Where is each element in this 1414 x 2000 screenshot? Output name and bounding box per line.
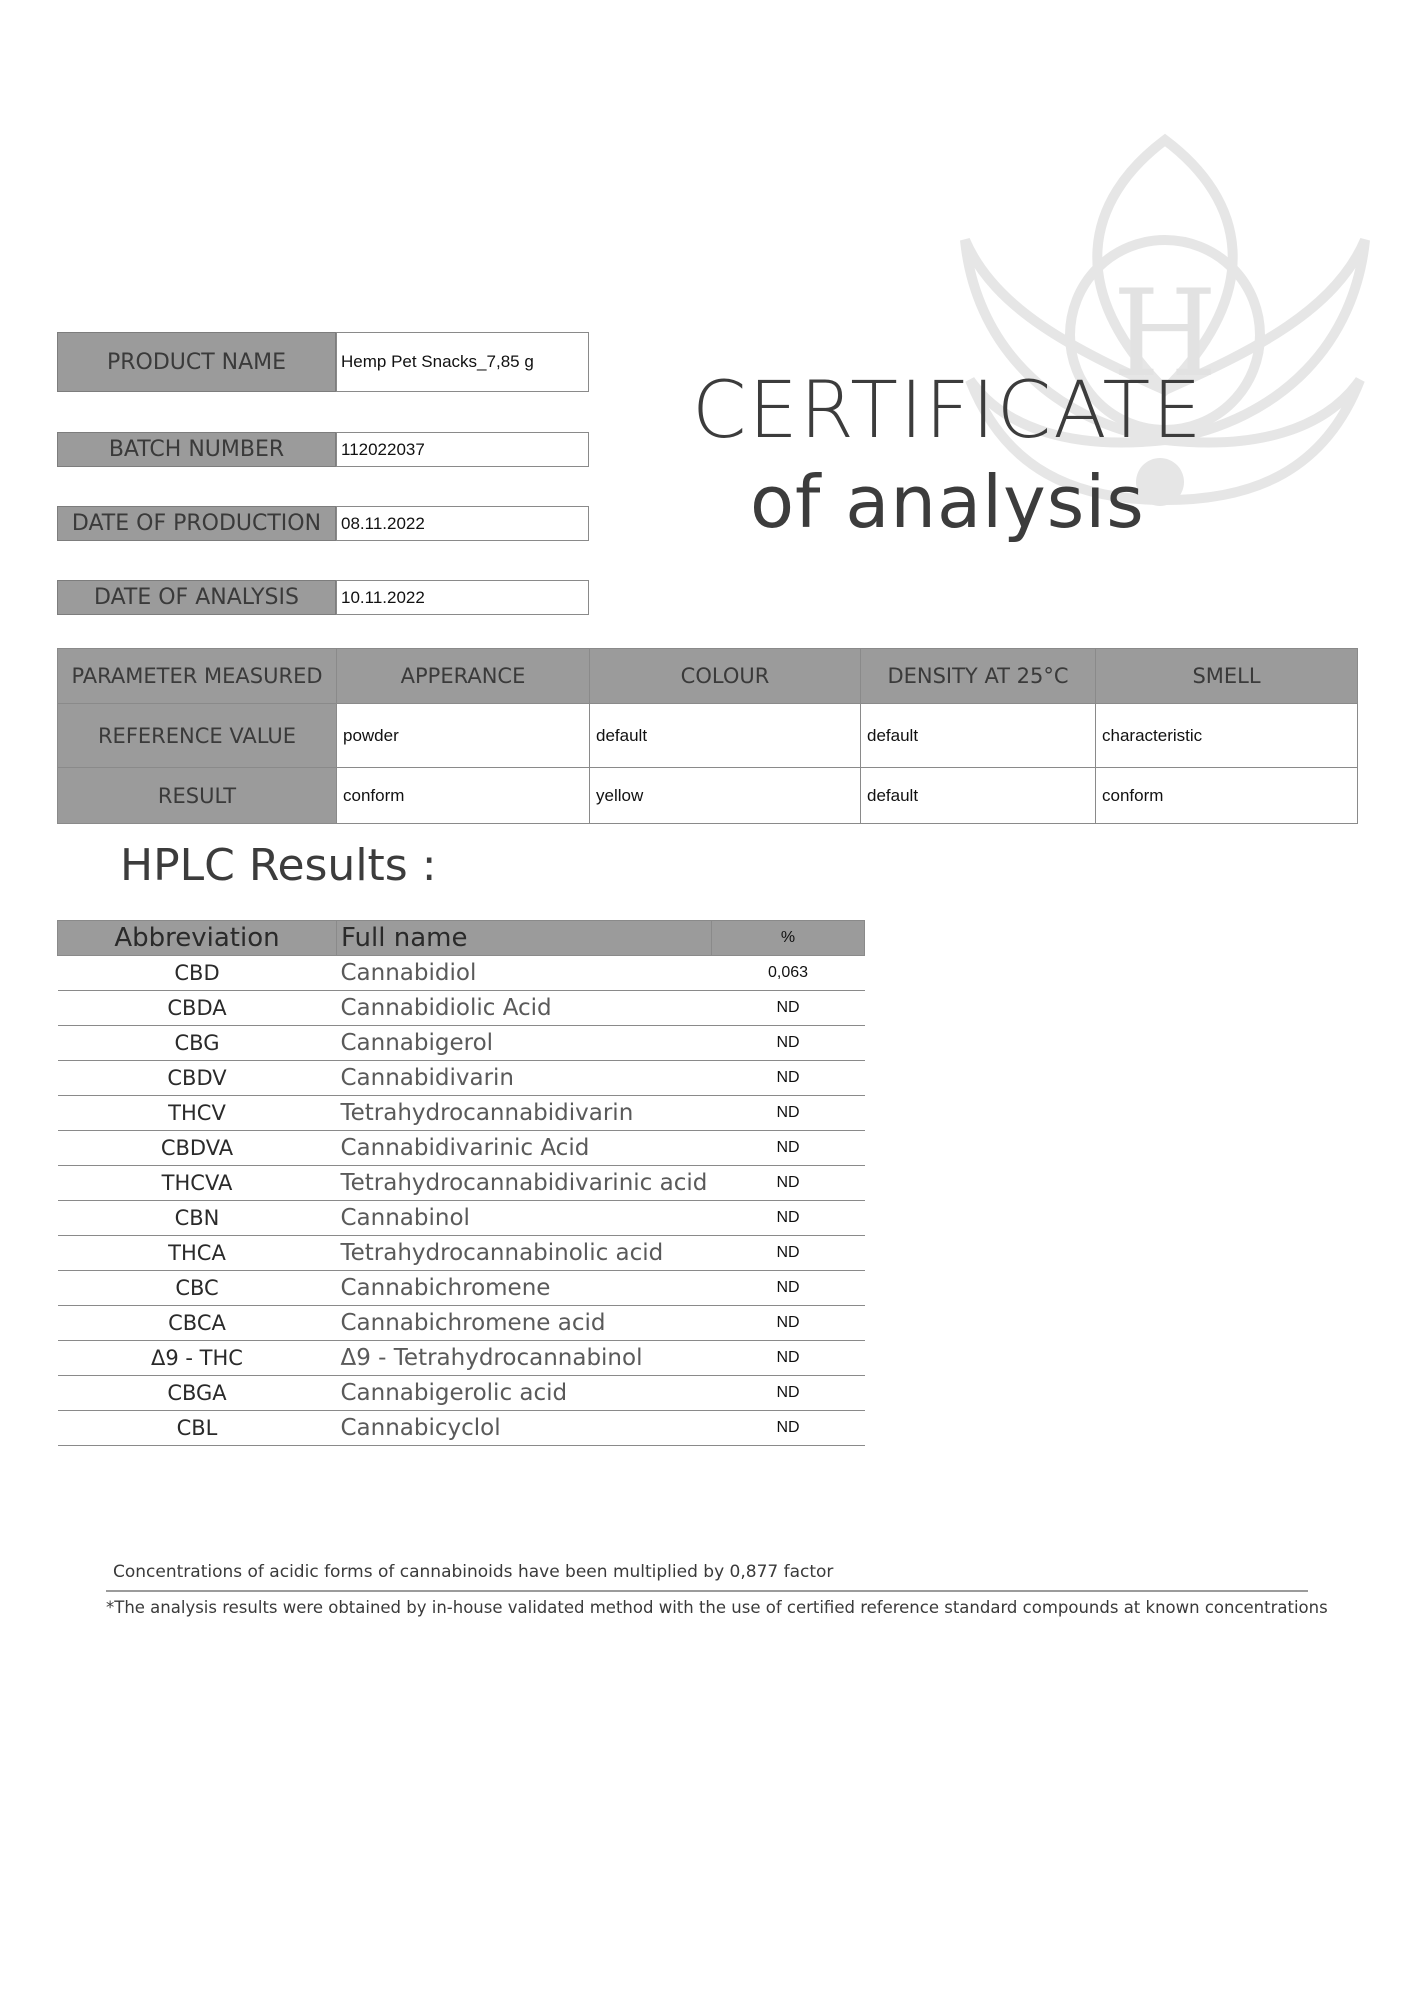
product-name-value: Hemp Pet Snacks_7,85 g	[336, 332, 589, 392]
reference-value-smell: characteristic	[1096, 704, 1358, 768]
hplc-pct: ND	[712, 1271, 865, 1306]
parameter-table	[57, 648, 1358, 824]
hplc-name: Cannabidivarin	[337, 1061, 712, 1096]
certificate-title: CERTIFICATE	[692, 366, 1204, 456]
result-colour: yellow	[590, 768, 861, 824]
table-row	[58, 1061, 865, 1096]
hplc-pct: ND	[712, 1201, 865, 1236]
reference-value-label: REFERENCE VALUE	[58, 704, 337, 768]
divider	[106, 1590, 1308, 1592]
hplc-abbr: CBDA	[58, 991, 337, 1026]
hplc-pct: ND	[712, 1166, 865, 1201]
hplc-pct: ND	[712, 991, 865, 1026]
hplc-name: Tetrahydrocannabidivarinic acid	[337, 1166, 712, 1201]
hplc-pct: ND	[712, 1306, 865, 1341]
table-row	[58, 1131, 865, 1166]
hplc-header-full-name: Full name	[337, 921, 712, 956]
table-row	[58, 1376, 865, 1411]
hplc-abbr: CBN	[58, 1201, 337, 1236]
result-density: default	[861, 768, 1096, 824]
hplc-pct: ND	[712, 1341, 865, 1376]
result-label: RESULT	[58, 768, 337, 824]
hplc-abbr: CBDVA	[58, 1131, 337, 1166]
parameter-column-appearance: APPERANCE	[337, 649, 590, 704]
table-row	[58, 1236, 865, 1271]
table-row	[58, 991, 865, 1026]
hplc-header-abbreviation: Abbreviation	[58, 921, 337, 956]
hplc-pct: ND	[712, 1236, 865, 1271]
table-row	[58, 1026, 865, 1061]
hplc-name: Cannabichromene acid	[337, 1306, 712, 1341]
hplc-name: Tetrahydrocannabinolic acid	[337, 1236, 712, 1271]
hplc-name: Δ9 - Tetrahydrocannabinol	[337, 1341, 712, 1376]
hplc-abbr: CBG	[58, 1026, 337, 1061]
logo-letter: H	[1112, 265, 1218, 404]
result-appearance: conform	[337, 768, 590, 824]
hplc-pct: 0,063	[712, 956, 865, 991]
table-row	[58, 1166, 865, 1201]
parameter-column-density: DENSITY AT 25°C	[861, 649, 1096, 704]
hplc-pct: ND	[712, 1061, 865, 1096]
hplc-pct: ND	[712, 1026, 865, 1061]
date-production-value: 08.11.2022	[336, 506, 589, 541]
certificate-subtitle: of analysis	[750, 460, 1145, 544]
hplc-pct: ND	[712, 1376, 865, 1411]
hplc-abbr: THCA	[58, 1236, 337, 1271]
hplc-pct: ND	[712, 1131, 865, 1166]
hplc-name: Cannabicyclol	[337, 1411, 712, 1446]
table-row	[58, 1201, 865, 1236]
table-row	[58, 1271, 865, 1306]
method-note: *The analysis results were obtained by in-house validated method with the use of certified reference standard compounds at known concentrations	[106, 1598, 1328, 1617]
factor-note: Concentrations of acidic forms of cannabinoids have been multiplied by 0,877 factor	[113, 1562, 834, 1582]
hplc-abbr: Δ9 - THC	[58, 1341, 337, 1376]
parameter-column-smell: SMELL	[1096, 649, 1358, 704]
table-row	[58, 1306, 865, 1341]
date-production-label: DATE OF PRODUCTION	[57, 506, 336, 541]
hplc-abbr: CBDV	[58, 1061, 337, 1096]
table-row	[58, 1096, 865, 1131]
hplc-abbr: CBGA	[58, 1376, 337, 1411]
hplc-abbr: THCV	[58, 1096, 337, 1131]
batch-number-label: BATCH NUMBER	[57, 432, 336, 467]
hplc-name: Cannabidiol	[337, 956, 712, 991]
hplc-abbr: CBCA	[58, 1306, 337, 1341]
batch-number-value: 112022037	[336, 432, 589, 467]
hplc-name: Cannabichromene	[337, 1271, 712, 1306]
hplc-pct: ND	[712, 1411, 865, 1446]
date-analysis-value: 10.11.2022	[336, 580, 589, 615]
table-row	[58, 1411, 865, 1446]
product-name-label: PRODUCT NAME	[57, 332, 336, 392]
hplc-title: HPLC Results :	[120, 840, 437, 891]
date-analysis-label: DATE OF ANALYSIS	[57, 580, 336, 615]
reference-value-appearance: powder	[337, 704, 590, 768]
table-row	[58, 1341, 865, 1376]
hplc-abbr: CBC	[58, 1271, 337, 1306]
parameter-header-label: PARAMETER MEASURED	[58, 649, 337, 704]
hplc-name: Cannabigerol	[337, 1026, 712, 1061]
hplc-name: Cannabidiolic Acid	[337, 991, 712, 1026]
hplc-name: Cannabinol	[337, 1201, 712, 1236]
reference-value-density: default	[861, 704, 1096, 768]
hplc-name: Cannabidivarinic Acid	[337, 1131, 712, 1166]
hplc-table	[57, 920, 865, 1446]
hplc-header-percent: %	[712, 921, 865, 956]
hplc-pct: ND	[712, 1096, 865, 1131]
reference-value-colour: default	[590, 704, 861, 768]
hplc-name: Tetrahydrocannabidivarin	[337, 1096, 712, 1131]
hplc-abbr: CBD	[58, 956, 337, 991]
hplc-name: Cannabigerolic acid	[337, 1376, 712, 1411]
result-smell: conform	[1096, 768, 1358, 824]
table-row	[58, 956, 865, 991]
parameter-column-colour: COLOUR	[590, 649, 861, 704]
hplc-abbr: CBL	[58, 1411, 337, 1446]
hplc-abbr: THCVA	[58, 1166, 337, 1201]
